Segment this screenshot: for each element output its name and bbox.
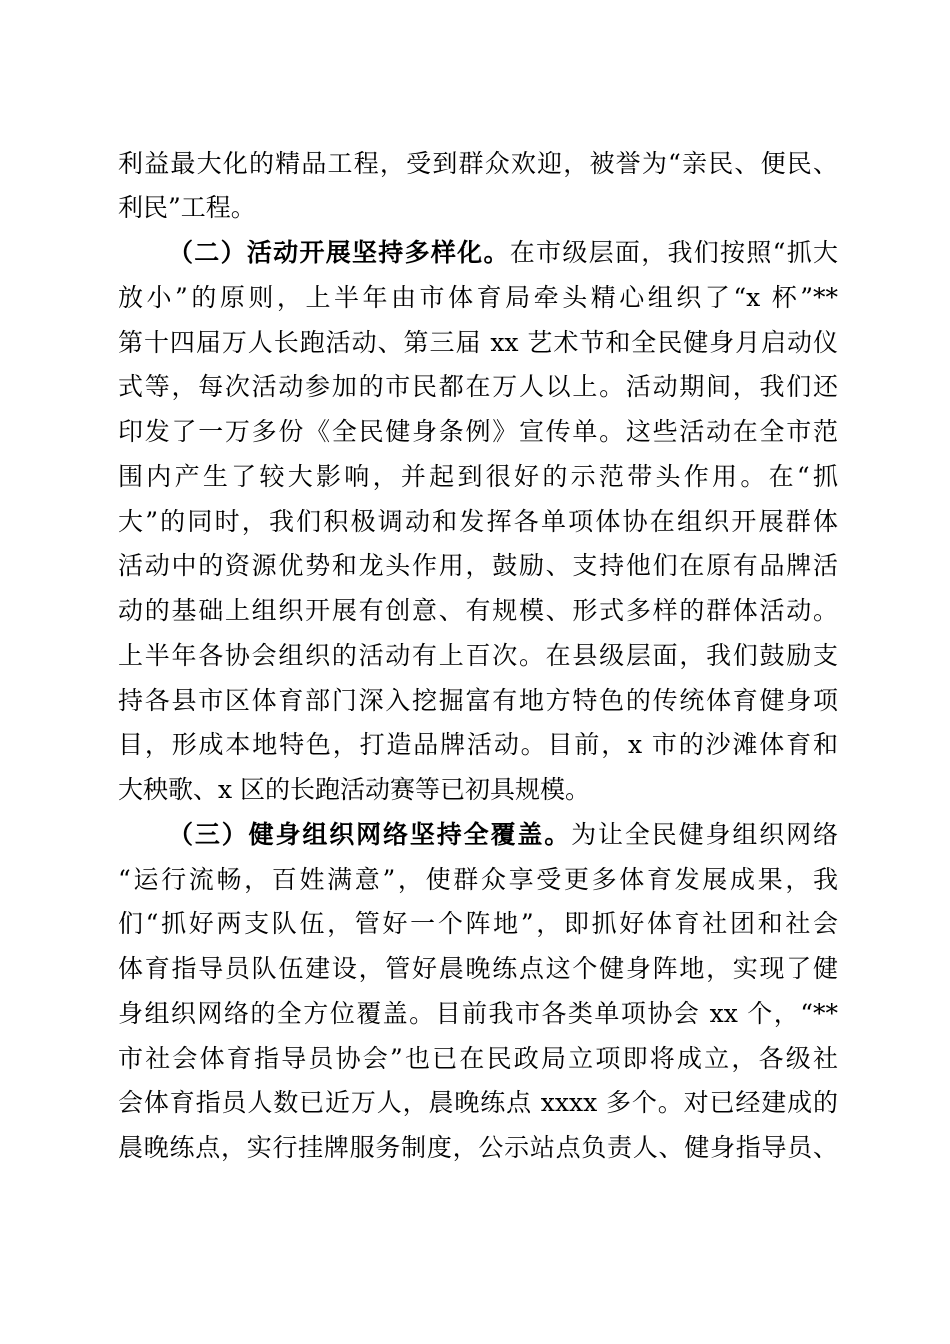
body-line-10: 动的基础上组织开展有创意、有规模、形式多样的群体活动。 [118, 596, 838, 625]
body-line-13: 目，形成本地特色，打造品牌活动。目前，x 市的沙滩体育和 [118, 730, 838, 759]
body-line-12: 持各县市区体育部门深入挖掘富有地方特色的传统体育健身项 [118, 686, 838, 715]
body-line-7: 围内产生了较大影响，并起到很好的示范带头作用。在“抓 [118, 462, 838, 491]
section-3-first-line [168, 815, 838, 855]
body-line-4: 第十四届万人长跑活动、第三届 xx 艺术节和全民健身月启动仪 [118, 328, 838, 357]
body-line-9: 活动中的资源优势和龙头作用，鼓励、支持他们在原有品牌活 [118, 551, 838, 580]
body-line-6: 印发了一万多份《全民健身条例》宣传单。这些活动在全市范 [118, 417, 838, 446]
body-line-15: “运行流畅，百姓满意”，使群众享受更多体育发展成果，我 [118, 865, 838, 894]
body-line-20: 会体育指员人数已近万人，晨晚练点 xxxx 多个。对已经建成的 [118, 1088, 838, 1117]
body-line-21: 晨晚练点，实行挂牌服务制度，公示站点负责人、健身指导员、 [118, 1133, 838, 1162]
body-line-1: 利益最大化的精品工程，受到群众欢迎，被誉为“亲民、便民、 [118, 149, 838, 178]
section-3-lead-text: 为让全民健身组织网络 [571, 820, 838, 849]
body-line-16: 们“抓好两支队伍，管好一个阵地”，即抓好体育社团和社会 [118, 909, 838, 938]
body-line-19: 市社会体育指导员协会”也已在民政局立项即将成立，各级社 [118, 1044, 838, 1073]
body-line-14: 大秧歌、x 区的长跑活动赛等已初具规模。 [118, 775, 591, 804]
body-line-3: 放小”的原则，上半年由市体育局牵头精心组织了“x 杯”** [118, 283, 838, 312]
body-line-11: 上半年各协会组织的活动有上百次。在县级层面，我们鼓励支 [118, 641, 838, 670]
section-3-heading: （三）健身组织网络坚持全覆盖。 [168, 820, 572, 849]
body-line-17: 体育指导员队伍建设，管好晨晚练点这个健身阵地，实现了健 [118, 954, 838, 983]
body-line-5: 式等，每次活动参加的市民都在万人以上。活动期间，我们还 [118, 372, 838, 401]
body-line-18: 身组织网络的全方位覆盖。目前我市各类单项协会 xx 个，“** [118, 999, 838, 1028]
body-line-8: 大”的同时，我们积极调动和发挥各单项体协在组织开展群体 [118, 507, 838, 536]
section-2-lead-text: 在市级层面，我们按照“抓大 [509, 238, 838, 267]
body-line-2: 利民”工程。 [118, 193, 256, 222]
section-2-heading: （二）活动开展坚持多样化。 [168, 238, 510, 267]
section-2-first-line [168, 233, 838, 273]
